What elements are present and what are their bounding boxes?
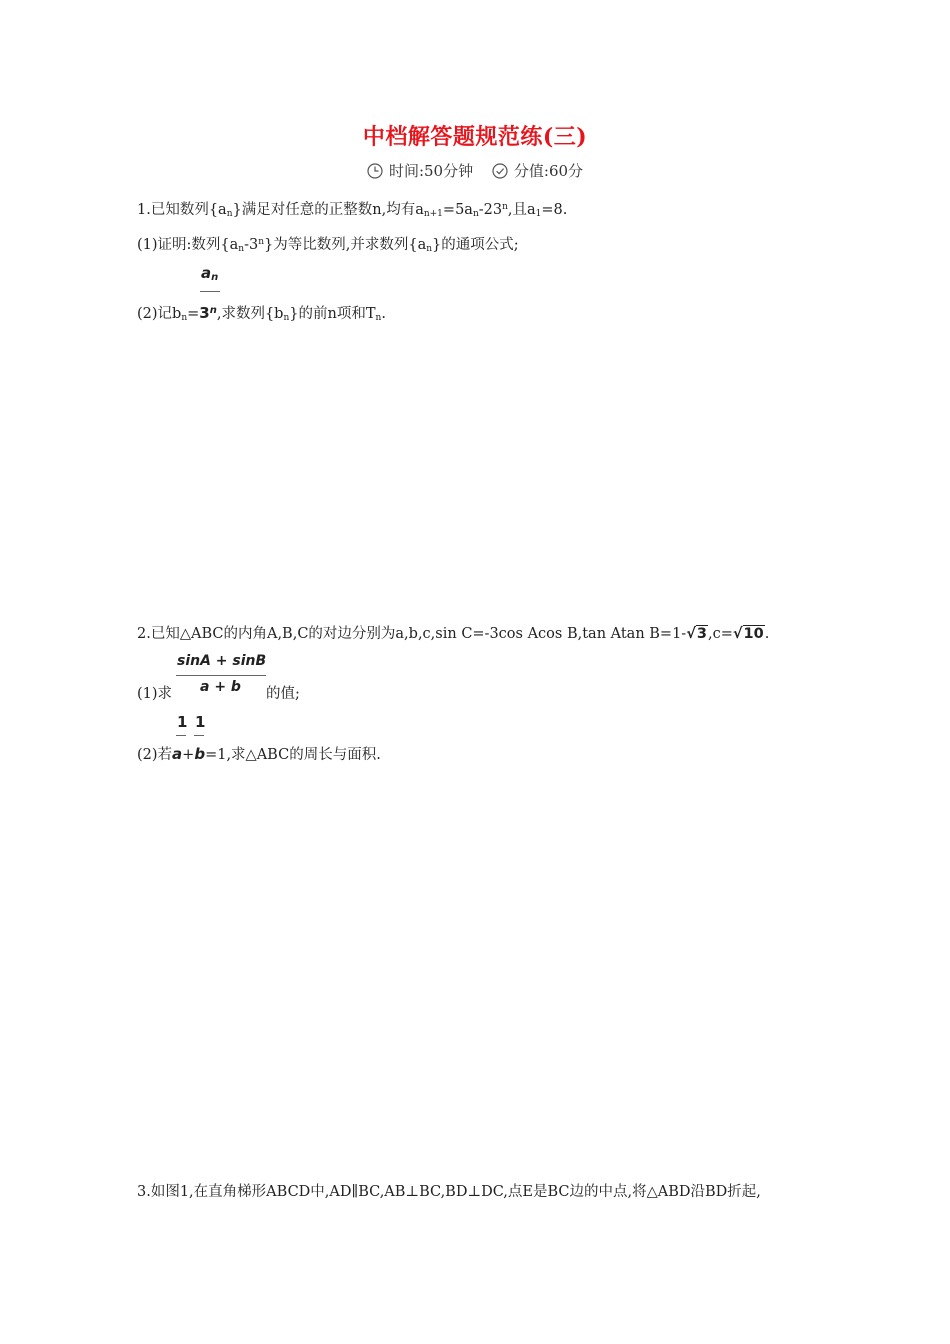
q2-part2: (2)若a+b=1,求△ABC的周长与面积. [137,745,381,763]
q2-stem: 2.已知△ABC的内角A,B,C的对边分别为a,b,c,sin C=-3cos Acos B,tan Atan B=1-√3,c=√10. [137,626,770,642]
q2-fraction-bar [176,675,266,676]
q2-one-a: 1 [177,713,188,731]
q2-part1-suffix: 的值; [266,686,300,702]
exam-meta [0,160,950,181]
check-circle-icon [492,163,508,179]
q3-stem: 3.如图1,在直角梯形ABCD中,AD∥BC,AB⊥BC,BD⊥DC,点E是BC边的中点,将△ABD沿BD折起, [137,1184,761,1200]
time-limit: 时间:50分钟 [388,162,474,180]
q1-part1: (1)证明:数列$\{a_n-3^n\}$为等比数列,并求数列$\{a_n\}$的通项公式; [137,237,519,254]
q2-part1-label: (1)求 [137,686,173,702]
q1-stem: 1.已知数列$\{a_n\}$满足对任意的正整数n,均有$a_{n+1}=5a_n-23^n$,且$a_1=8$. [137,202,568,219]
q2-frac-b-bar [194,735,204,736]
sqrt-3: √3 [686,626,707,642]
clock-icon [367,163,383,179]
q1-fraction-denominator: 3$^n$ [199,304,217,322]
q2-frac-a-bar [176,735,186,736]
q1-part2: (2)记$b_n=3^n$,求数列$\{b_n\}$的前n项和$T_n$. [137,304,386,323]
q1-fraction-numerator: $a_n$ [201,264,219,283]
q1-fraction-bar [200,291,220,292]
score-total: 分值:60分 [513,162,584,180]
sqrt-10: √10 [732,626,764,642]
q2-fraction-denominator: a + b [200,679,241,695]
page-title: 中档解答题规范练(三) [362,124,588,150]
q2-one-b: 1 [195,713,206,731]
q2-fraction-numerator: sinA + sinB [177,653,267,669]
